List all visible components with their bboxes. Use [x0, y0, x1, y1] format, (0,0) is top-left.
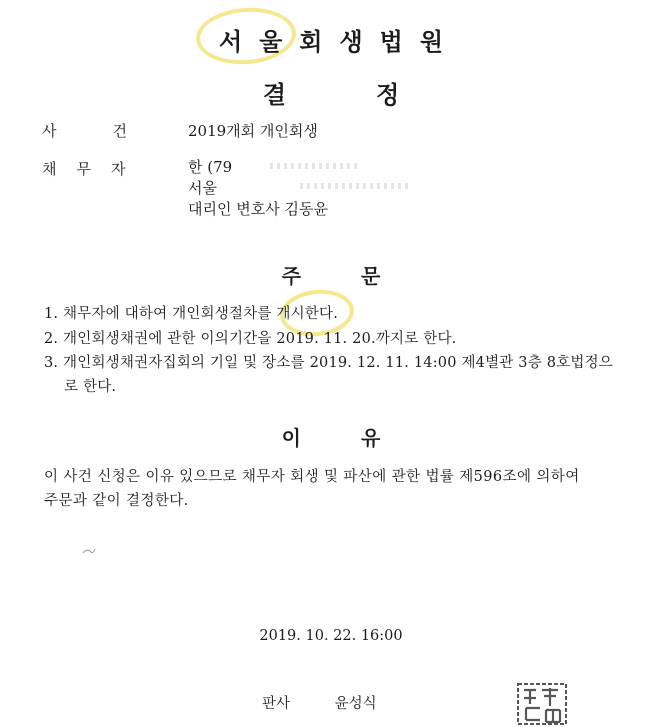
- representative: 대리인 변호사 김동윤: [188, 200, 328, 218]
- judge-name: 윤성식: [334, 696, 377, 712]
- order-heading: 주문: [281, 264, 441, 288]
- decision-datetime: 2019. 10. 22. 16:00: [259, 628, 403, 644]
- redaction-mark: [270, 163, 360, 169]
- case-label: 사건: [42, 122, 183, 140]
- reason-text: 주문과 같이 결정한다.: [44, 493, 189, 509]
- judge-label: 판사: [262, 696, 291, 712]
- order-item: 로 한다.: [64, 379, 117, 395]
- document-title: 결정: [262, 80, 490, 109]
- debtor-label: 채무자: [42, 160, 146, 178]
- ink-smudge: [82, 546, 96, 556]
- judge-signature-line: [262, 692, 377, 713]
- judge-seal-stamp: [516, 682, 568, 726]
- order-item: 1. 채무자에 대하여 개인회생절차를 개시한다.: [44, 306, 339, 322]
- court-name: 서울회생법원: [218, 27, 461, 56]
- reason-text: 이 사건 신청은 이유 있으므로 채무자 회생 및 파산에 관한 법률 제596조에 의하여: [44, 469, 580, 485]
- debtor-name: 한 (79: [188, 158, 233, 176]
- order-item: 3. 개인회생채권자집회의 기일 및 장소를 2019. 12. 11. 14:00 제4별관 3층 8호법정으: [44, 355, 613, 371]
- debtor-address: 서울: [188, 179, 217, 197]
- case-number: 2019개회 개인회생: [188, 122, 318, 140]
- redaction-mark: [300, 183, 410, 189]
- reason-heading: 이유: [281, 426, 441, 450]
- order-item: 2. 개인회생채권에 관한 이의기간을 2019. 11. 20.까지로 한다.: [44, 331, 457, 347]
